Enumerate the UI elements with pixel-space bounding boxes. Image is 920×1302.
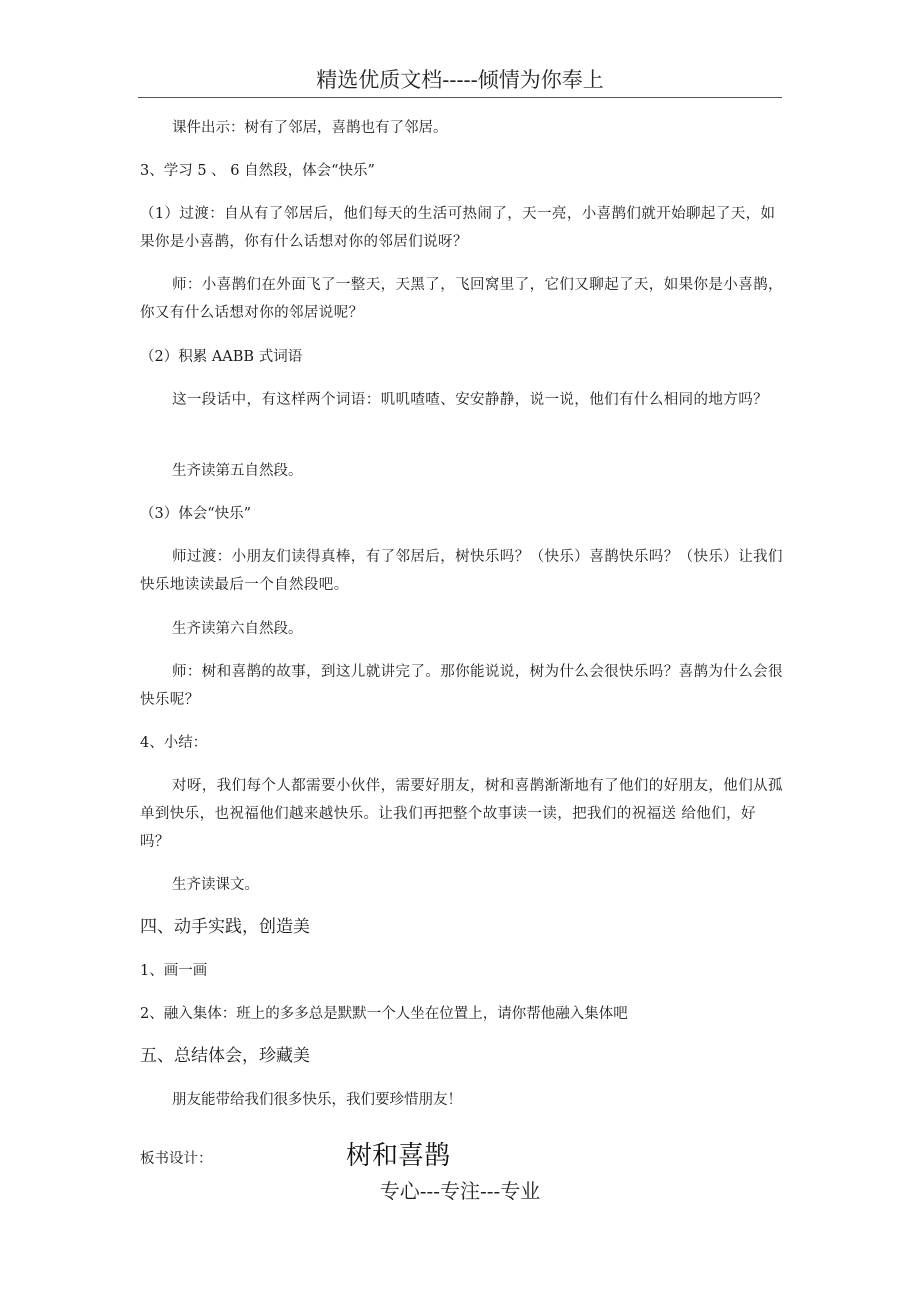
subheading-2: （2）积累 AABB 式词语 bbox=[140, 349, 303, 365]
paragraph-teacher-transition: 师过渡：小朋友们读得真棒，有了邻居后，树快乐吗？（快乐）喜鹊快乐吗？（快乐）让我们快乐地读读最后一个自然段吧。 bbox=[140, 549, 783, 593]
paragraph-read-6: 生齐读第六自然段。 bbox=[172, 621, 303, 637]
board-design-label: 板书设计： bbox=[140, 1151, 213, 1167]
page-header: 精选优质文档-----倾情为你奉上 bbox=[316, 68, 604, 92]
paragraph-friends: 朋友能带给我们很多快乐，我们要珍惜朋友！ bbox=[172, 1092, 462, 1108]
subheading-3: （3）体会“快乐” bbox=[140, 506, 252, 522]
paragraph-teacher-2: 师：树和喜鹊的故事，到这儿就讲完了。那你能说说，树为什么会很快乐吗？喜鹊为什么会很快乐呢？ bbox=[140, 664, 783, 708]
paragraph-read-text: 生齐读课文。 bbox=[172, 877, 259, 893]
paragraph-read-5: 生齐读第五自然段。 bbox=[172, 463, 303, 479]
board-title: 树和喜鹊 bbox=[346, 1141, 451, 1171]
paragraph-teacher-1: 师：小喜鹊们在外面飞了一整天，天黑了，飞回窝里了，它们又聊起了天，如果你是小喜鹊，你又有什么话想对你的邻居说呢？ bbox=[140, 277, 783, 321]
paragraph-words: 这一段话中，有这样两个词语：叽叽喳喳、安安静静，说一说，他们有什么相同的地方吗？ bbox=[172, 392, 768, 408]
paragraph-transition-1: （1）过渡：自从有了邻居后，他们每天的生活可热闹了，天一亮，小喜鹊们就开始聊起了天，如果你是小喜鹊，你有什么话想对你的邻居们说呀？ bbox=[140, 206, 776, 250]
paragraph-courseware: 课件出示：树有了邻居，喜鹊也有了邻居。 bbox=[172, 120, 448, 136]
page-footer: 专心---专注---专业 bbox=[379, 1179, 541, 1203]
section-heading-five: 五、总结体会，珍藏美 bbox=[140, 1046, 310, 1066]
section-heading-four: 四、动手实践，创造美 bbox=[140, 917, 310, 937]
paragraph-summary: 对呀，我们每个人都需要小伙伴，需要好朋友，树和喜鹊渐渐地有了他们的好朋友，他们从孤单到快乐，也祝福他们越来越快乐。让我们再把整个故事读一读，把我们的祝福送 给他们，好吗？ bbox=[140, 778, 783, 850]
item-draw: 1、画一画 bbox=[140, 963, 208, 979]
section-heading-3: 3、学习 5 、 6 自然段，体会“快乐” bbox=[140, 163, 375, 179]
header-divider bbox=[138, 97, 782, 98]
item-join-group: 2、融入集体：班上的多多总是默默一个人坐在位置上，请你帮他融入集体吧 bbox=[140, 1006, 628, 1022]
section-heading-4: 4、小结： bbox=[140, 735, 208, 751]
